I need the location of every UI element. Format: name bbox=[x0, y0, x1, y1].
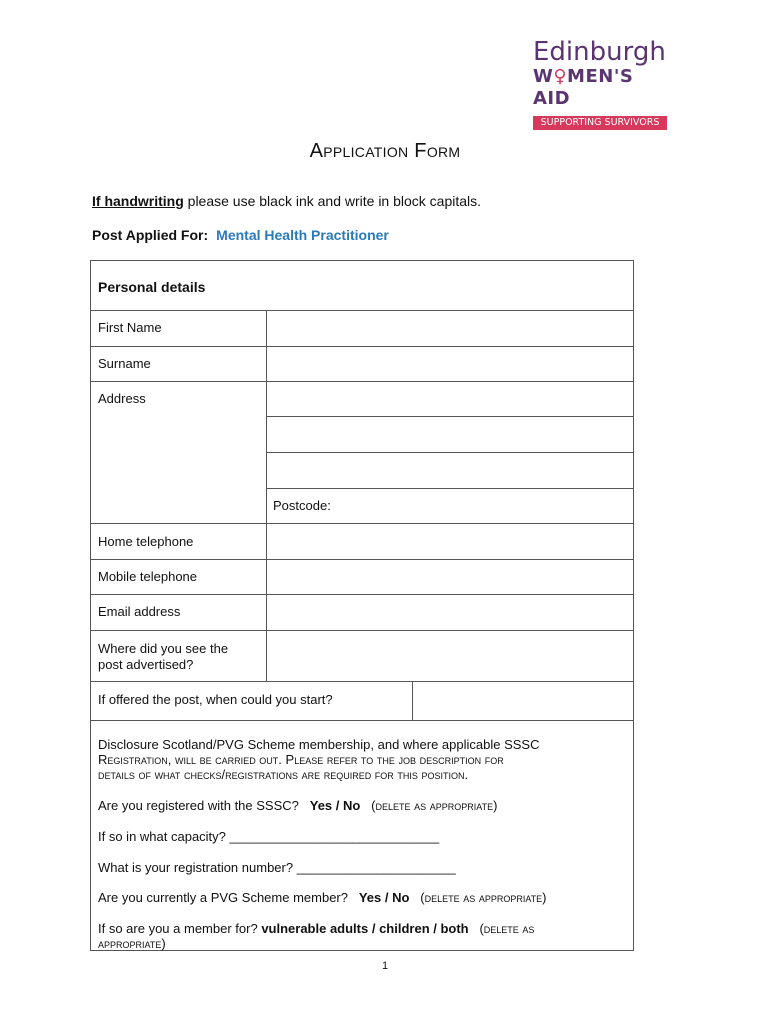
personal-details-table bbox=[90, 260, 634, 951]
home-telephone-label: Home telephone bbox=[98, 534, 194, 549]
address-label: Address bbox=[98, 391, 146, 406]
logo-line-2: W♀MEN'S AID bbox=[533, 66, 634, 109]
handwriting-instruction: If handwriting please use black ink and write in block capitals. bbox=[92, 193, 482, 209]
mobile-telephone-label: Mobile telephone bbox=[98, 569, 198, 584]
sssc-capacity-field[interactable]: If so in what capacity? _____________________________ bbox=[98, 829, 440, 844]
pvg-question: Are you currently a PVG Scheme member? Yes / No (delete as appropriate) bbox=[98, 890, 547, 905]
start-date-label: If offered the post, when could you start? bbox=[98, 692, 333, 707]
page-number: 1 bbox=[381, 960, 389, 972]
home-telephone-input[interactable] bbox=[266, 524, 634, 559]
email-address-label: Email address bbox=[98, 604, 181, 619]
venus-icon: ♀ bbox=[553, 66, 568, 87]
where-seen-input[interactable] bbox=[266, 631, 634, 681]
mobile-telephone-input[interactable] bbox=[266, 560, 634, 594]
where-seen-label: Where did you see the post advertised? bbox=[98, 641, 229, 672]
surname-label: Surname bbox=[98, 356, 151, 371]
start-date-input[interactable] bbox=[412, 682, 634, 720]
registration-number-field[interactable]: What is your registration number? ______________________ bbox=[98, 860, 456, 875]
pvg-member-for-question: If so are you a member for? vulnerable adults / children / both (delete as appropriate) bbox=[98, 921, 535, 951]
page-title: Application Form bbox=[309, 140, 461, 162]
logo-line-1: Edinburgh bbox=[533, 37, 666, 67]
disclosure-text: Disclosure Scotland/PVG Scheme membership, and where applicable SSSC Registration, will be carried out. Please refer to the job description for details of what checks/registrations are required for this position. bbox=[98, 737, 540, 782]
post-label: Post Applied For: bbox=[92, 227, 209, 243]
address-line-2-input[interactable] bbox=[266, 417, 634, 452]
first-name-label: First Name bbox=[98, 320, 162, 335]
address-line-3-input[interactable] bbox=[266, 453, 634, 488]
first-name-input[interactable] bbox=[266, 311, 634, 346]
post-value: Mental Health Practitioner bbox=[216, 227, 389, 243]
sssc-yes-no[interactable]: Yes / No bbox=[309, 798, 361, 813]
post-applied-for bbox=[92, 227, 389, 243]
section-title: Personal details bbox=[98, 279, 206, 295]
surname-input[interactable] bbox=[266, 347, 634, 381]
member-for-options[interactable]: vulnerable adults / children / both bbox=[261, 921, 469, 936]
email-address-input[interactable] bbox=[266, 595, 634, 630]
pvg-yes-no[interactable]: Yes / No bbox=[358, 890, 410, 905]
sssc-question: Are you registered with the SSSC? Yes / No (delete as appropriate) bbox=[98, 798, 498, 813]
postcode-label[interactable]: Postcode: bbox=[273, 498, 331, 513]
address-line-1-input[interactable] bbox=[266, 382, 634, 416]
logo-tagline: SUPPORTING SURVIVORS bbox=[533, 116, 667, 130]
edinburgh-womens-aid-logo bbox=[533, 37, 673, 128]
